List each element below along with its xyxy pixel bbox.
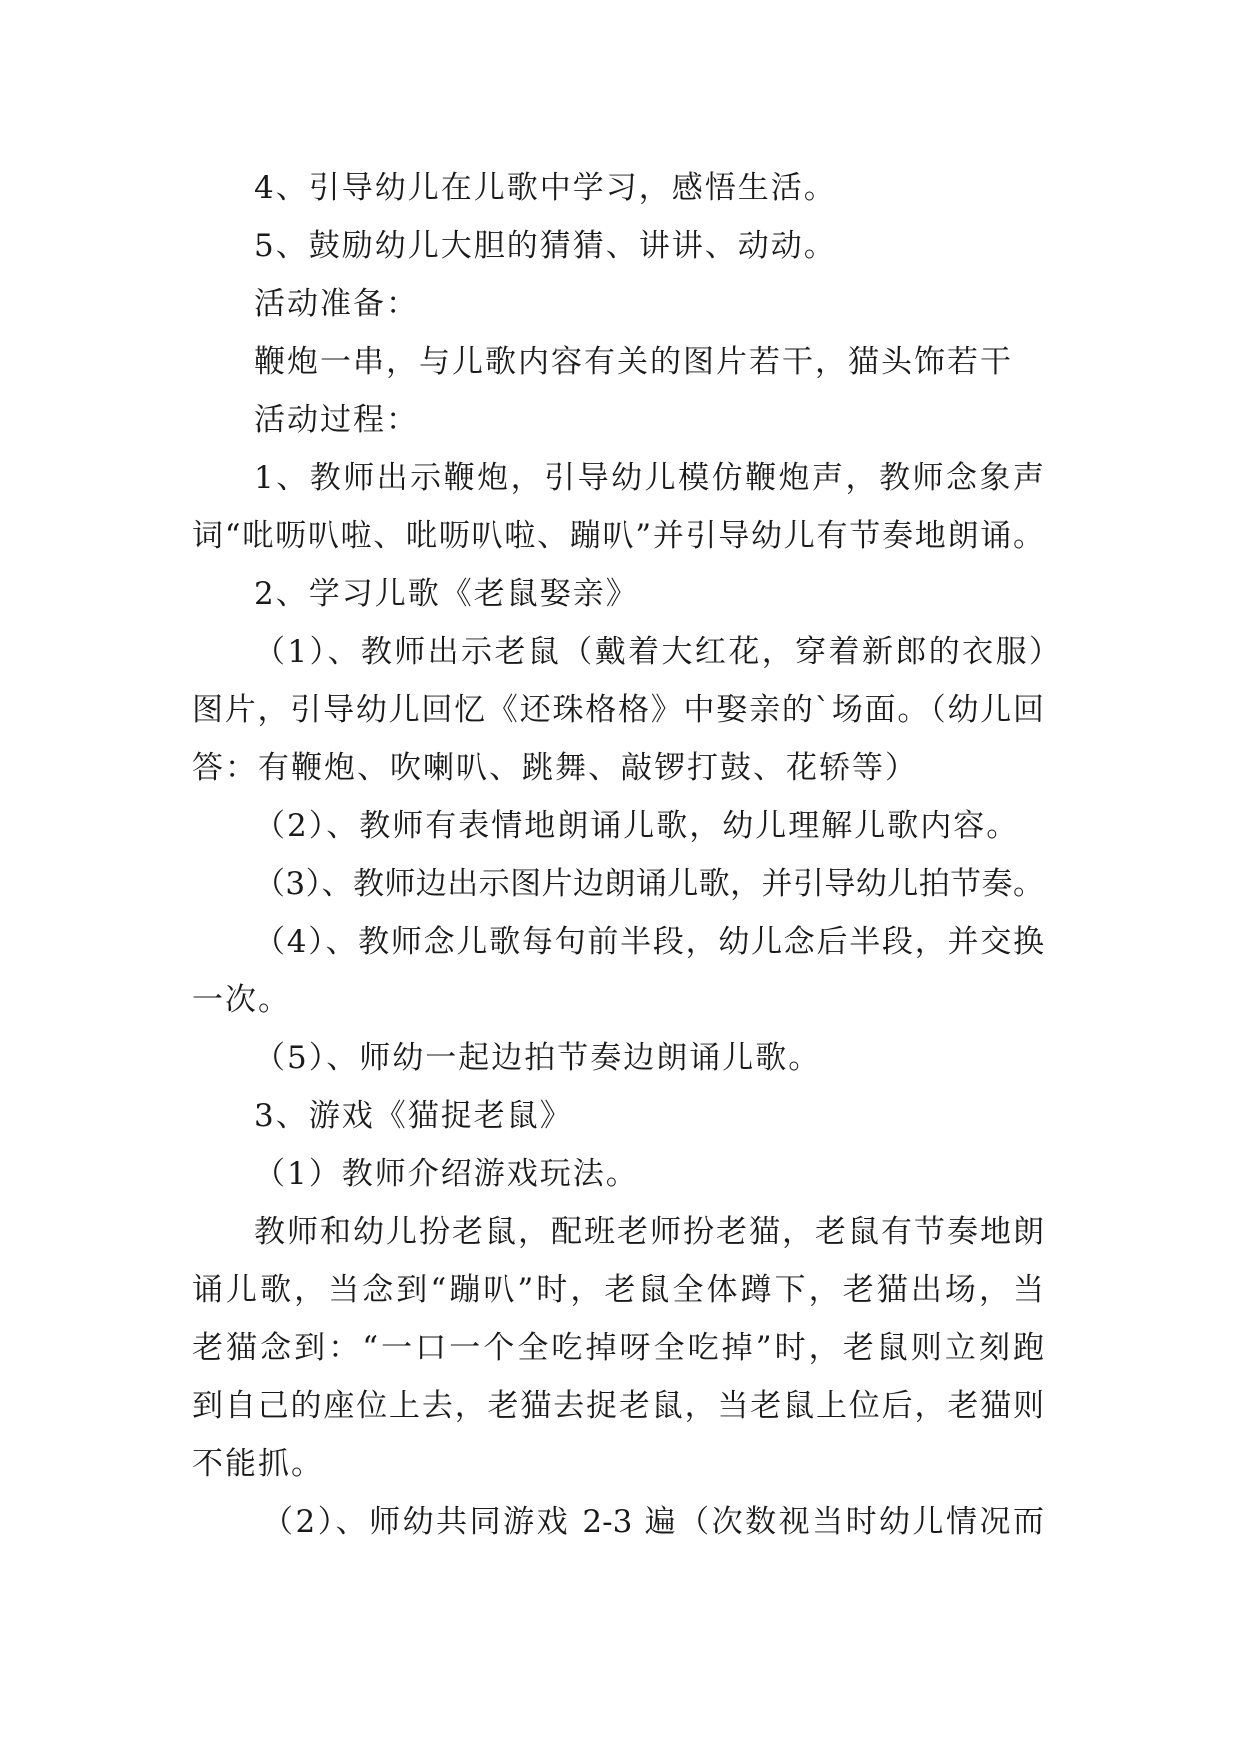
paragraph-line: 鞭炮一串，与儿歌内容有关的图片若干，猫头饰若干 xyxy=(254,344,1013,380)
paragraph-line: 教师和幼儿扮老鼠，配班老师扮老猫，老鼠有节奏地朗 xyxy=(254,1214,1044,1250)
paragraph-line: （4）、教师念儿歌每句前半段，幼儿念后半段，并交换 xyxy=(254,924,1044,960)
paragraph-line: 1、教师出示鞭炮，引导幼儿模仿鞭炮声，教师念象声 xyxy=(254,460,1044,496)
paragraph-line: 4、引导幼儿在儿歌中学习，感悟生活。 xyxy=(254,170,837,206)
paragraph-line: 诵儿歌，当念到“蹦叭”时，老鼠全体蹲下，老猫出场，当 xyxy=(192,1272,1044,1308)
paragraph-line: （3）、教师边出示图片边朗诵儿歌，并引导幼儿拍节奏。 xyxy=(254,866,1044,902)
paragraph-line: 图片，引导幼儿回忆《还珠格格》中娶亲的`场面。（幼儿回 xyxy=(192,692,1044,728)
paragraph-line: 老猫念到：“一口一个全吃掉呀全吃掉”时，老鼠则立刻跑 xyxy=(192,1330,1044,1366)
paragraph-line: 不能抓。 xyxy=(192,1446,324,1482)
paragraph-line: （5）、师幼一起边拍节奏边朗诵儿歌。 xyxy=(254,1040,822,1076)
paragraph-line: 答：有鞭炮、吹喇叭、跳舞、敲锣打鼓、花轿等） xyxy=(192,750,918,786)
paragraph-line: 词“吡呖叭啦、吡呖叭啦、蹦叭”并引导幼儿有节奏地朗诵。 xyxy=(192,518,1044,554)
paragraph-line: 到自己的座位上去，老猫去捉老鼠，当老鼠上位后，老猫则 xyxy=(192,1388,1044,1424)
paragraph-line: （2）、师幼共同游戏 2-3 遍（次数视当时幼儿情况而 xyxy=(262,1504,1044,1540)
paragraph-line: （1）教师介绍游戏玩法。 xyxy=(254,1156,639,1192)
paragraph-line: （1）、教师出示老鼠（戴着大红花，穿着新郎的衣服） xyxy=(254,634,1060,670)
section-heading: 活动过程： xyxy=(254,402,419,438)
paragraph-line: 5、鼓励幼儿大胆的猜猜、讲讲、动动。 xyxy=(254,228,837,264)
paragraph-line: 一次。 xyxy=(192,982,291,1018)
section-heading: 活动准备： xyxy=(254,286,419,322)
subsection-heading: 2、学习儿歌《老鼠娶亲》 xyxy=(254,576,639,612)
subsection-heading: 3、游戏《猫捉老鼠》 xyxy=(254,1098,573,1134)
paragraph-line: （2）、教师有表情地朗诵儿歌，幼儿理解儿歌内容。 xyxy=(254,808,1020,844)
